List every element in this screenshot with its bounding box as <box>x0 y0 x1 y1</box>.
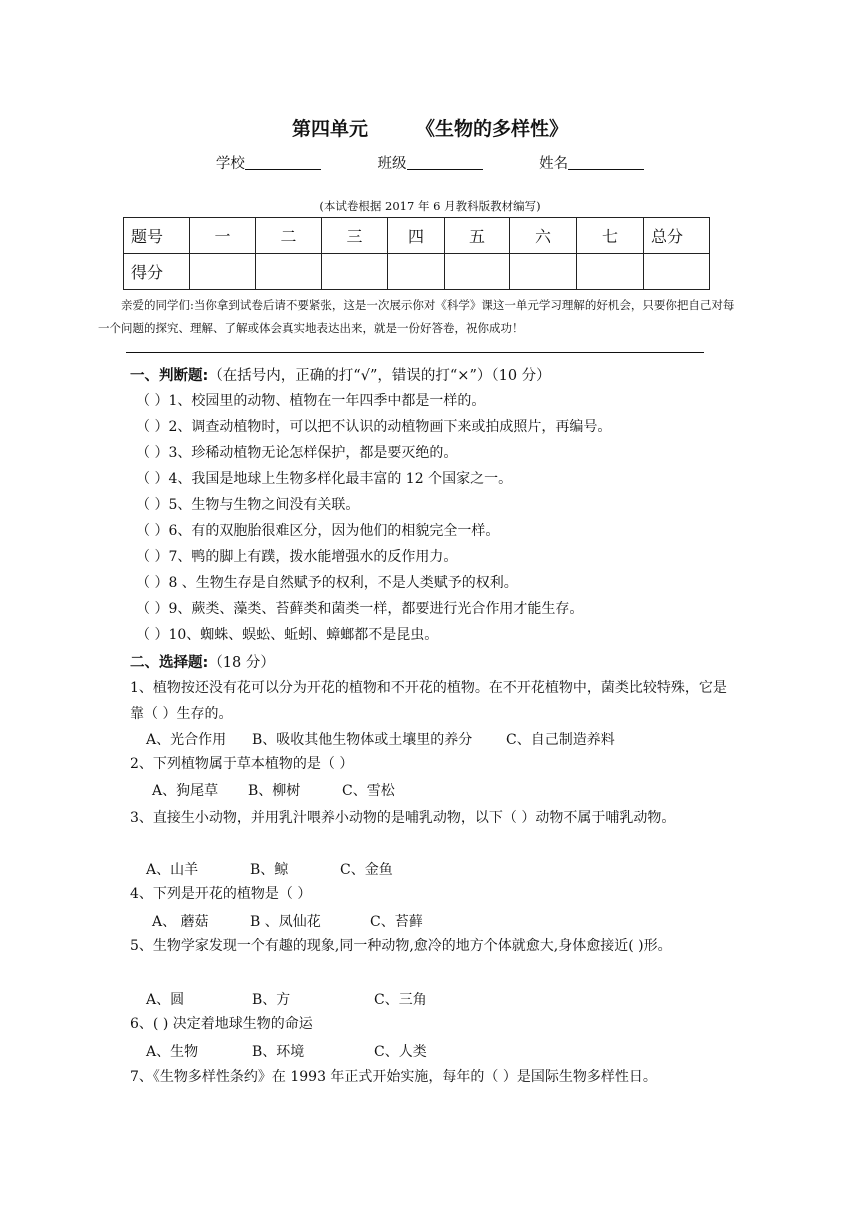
page-title <box>0 114 860 141</box>
option[interactable]: C、金鱼 <box>340 862 393 878</box>
option[interactable]: A、 蘑菇 <box>152 914 209 930</box>
judge-item[interactable]: （ ）6、有的双胞胎很难区分，因为他们的相貌完全一样。 <box>136 523 500 539</box>
score-cell[interactable] <box>190 254 256 290</box>
option[interactable]: A、狗尾草 <box>152 783 219 799</box>
option[interactable]: B 、凤仙花 <box>250 914 321 930</box>
choice-options <box>152 911 423 931</box>
option[interactable]: B、环境 <box>252 1044 305 1060</box>
option[interactable]: B、方 <box>252 992 291 1008</box>
judge-item[interactable]: （ ）9、蕨类、藻类、苔藓类和菌类一样，都要进行光合作用才能生存。 <box>136 601 584 617</box>
divider <box>126 352 704 353</box>
judge-item[interactable]: （ ）10、蜘蛛、蜈蚣、蚯蚓、蟑螂都不是昆虫。 <box>136 627 439 643</box>
choice-question: 2、下列植物属于草本植物的是（ ） <box>130 756 354 772</box>
school-blank[interactable] <box>245 155 321 170</box>
score-table-score-row <box>124 254 710 290</box>
student-info <box>0 152 860 173</box>
score-cell[interactable] <box>510 254 577 290</box>
section1-title: 一、判断题: <box>130 368 209 384</box>
section2-title: 二、选择题: <box>130 655 209 671</box>
option[interactable]: B、柳树 <box>248 783 301 799</box>
score-label: 得分 <box>124 254 190 290</box>
col-6: 六 <box>510 218 577 254</box>
section2-heading <box>130 651 275 672</box>
choice-question: 4、下列是开花的植物是（ ） <box>130 886 312 902</box>
judge-item[interactable]: （ ）7、鸭的脚上有蹼，拨水能增强水的反作用力。 <box>136 549 458 565</box>
judge-item[interactable]: （ ）2、调查动植物时，可以把不认识的动植物画下来或拍成照片，再编号。 <box>136 419 612 435</box>
unit-label: 第四单元 <box>291 118 368 140</box>
option[interactable]: A、圆 <box>146 992 185 1008</box>
choice-options <box>146 989 427 1009</box>
score-cell[interactable] <box>577 254 644 290</box>
judge-item[interactable]: （ ）3、珍稀动植物无论怎样保护，都是要灭绝的。 <box>136 445 458 461</box>
choice-options <box>146 729 615 749</box>
col-4: 四 <box>388 218 445 254</box>
col-2: 二 <box>256 218 322 254</box>
score-cell[interactable] <box>445 254 510 290</box>
choice-question: 3、直接生小动物，并用乳汁喂养小动物的是哺乳动物，以下（ ）动物不属于哺乳动物。 <box>130 810 676 826</box>
option[interactable]: A、生物 <box>146 1044 199 1060</box>
option[interactable]: C、自己制造养料 <box>506 732 615 748</box>
option[interactable]: C、苔藓 <box>370 914 423 930</box>
name-field[interactable] <box>539 152 644 173</box>
choice-question: 1、植物按还没有花可以分为开花的植物和不开花的植物。在不开花植物中，菌类比较特殊，它是靠（ ）生存的。 <box>130 680 727 722</box>
choice-question: 6、( ) 决定着地球生物的命运 <box>130 1016 313 1032</box>
option[interactable]: B、吸收其他生物体或土壤里的养分 <box>252 732 473 748</box>
score-table-header-row <box>124 218 710 254</box>
class-blank[interactable] <box>407 155 483 170</box>
school-field[interactable] <box>216 152 321 173</box>
judge-item[interactable]: （ ）4、我国是地球上生物多样化最丰富的 12 个国家之一。 <box>136 471 513 487</box>
edition-note: (本试卷根据 2017 年 6 月教科版教材编写) <box>319 199 541 213</box>
choice-options <box>146 859 393 879</box>
total-label: 总分 <box>644 218 710 254</box>
class-field[interactable] <box>378 152 483 173</box>
total-score-cell[interactable] <box>644 254 710 290</box>
col-7: 七 <box>577 218 644 254</box>
score-cell[interactable] <box>388 254 445 290</box>
class-label: 班级 <box>377 156 407 172</box>
option[interactable]: B、鲸 <box>250 862 289 878</box>
name-label: 姓名 <box>539 156 569 172</box>
choice-question: 5、生物学家发现一个有趣的现象,同一种动物,愈冷的地方个体就愈大,身体愈接近( )形。 <box>130 938 672 954</box>
col-3: 三 <box>322 218 388 254</box>
option[interactable]: C、雪松 <box>342 783 395 799</box>
judge-item[interactable]: （ ）8 、生物生存是自然赋予的权利，不是人类赋予的权利。 <box>136 575 518 591</box>
section2-instruction: （18 分） <box>208 655 275 671</box>
name-blank[interactable] <box>568 155 644 170</box>
judge-item[interactable]: （ ）1、校园里的动物、植物在一年四季中都是一样的。 <box>136 393 486 409</box>
choice-options <box>146 1041 427 1061</box>
school-label: 学校 <box>215 156 245 172</box>
option[interactable]: A、光合作用 <box>146 732 227 748</box>
judge-item[interactable]: （ ）5、生物与生物之间没有关联。 <box>136 497 360 513</box>
score-cell[interactable] <box>322 254 388 290</box>
intro-text: 亲爱的同学们:当你拿到试卷后请不要紧张，这是一次展示你对《科学》课这一单元学习理解的好机会，只要你把自己对每一个问题的探究、理解、了解或体会真实地表达出来，就是一份好答卷，祝你成功！ <box>98 298 735 335</box>
score-cell[interactable] <box>256 254 322 290</box>
score-table <box>123 217 710 290</box>
option[interactable]: C、三角 <box>374 992 427 1008</box>
question-number-label: 题号 <box>124 218 190 254</box>
choice-question: 7、《生物多样性条约》在 1993 年正式开始实施，每年的（ ）是国际生物多样性日。 <box>130 1069 657 1085</box>
option[interactable]: C、人类 <box>374 1044 427 1060</box>
col-1: 一 <box>190 218 256 254</box>
option[interactable]: A、山羊 <box>146 862 199 878</box>
choice-options <box>152 780 395 800</box>
col-5: 五 <box>445 218 510 254</box>
section1-heading <box>130 364 551 385</box>
section1-instruction: （在括号内，正确的打“√”，错误的打“×”）（10 分） <box>208 368 551 384</box>
unit-title: 《生物的多样性》 <box>416 118 569 140</box>
